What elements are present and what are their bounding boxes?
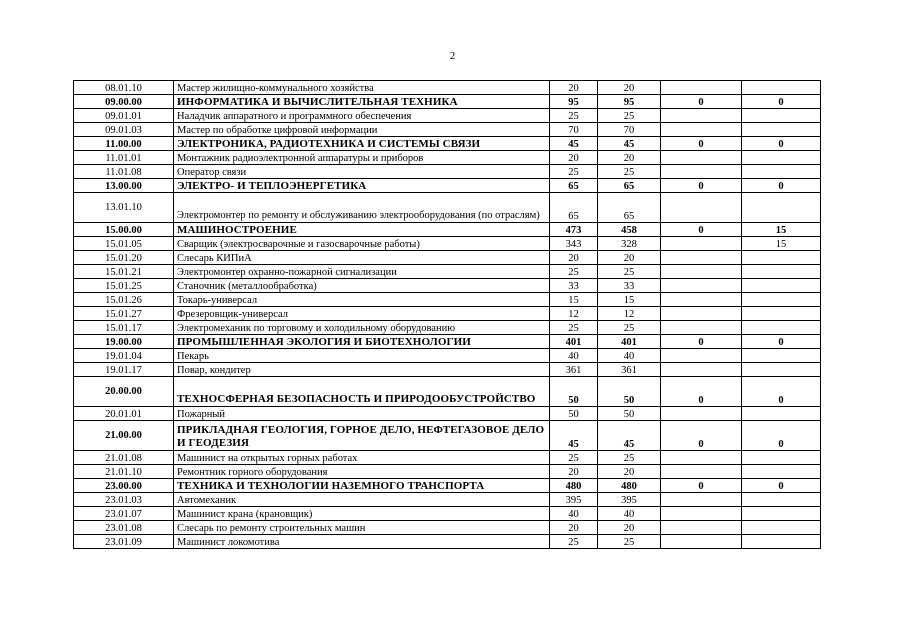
specialty-name-cell: Фрезеровщик-универсал [174, 307, 550, 321]
quantity-col3-cell [661, 493, 742, 507]
specialty-name-cell [174, 193, 550, 223]
quantity-col2-cell: 65 [598, 193, 661, 223]
table-row [74, 151, 821, 165]
specialty-code-cell: 15.01.27 [74, 307, 174, 321]
quantity-col4-cell [742, 251, 821, 265]
specialty-code-cell: 21.01.10 [74, 465, 174, 479]
page-number: 2 [449, 50, 456, 62]
quantity-col2-cell: 401 [598, 335, 661, 349]
specialty-code-cell: 15.01.21 [74, 265, 174, 279]
table-row [74, 251, 821, 265]
quantity-col3-cell [661, 293, 742, 307]
table-row [74, 123, 821, 137]
specialty-name-cell: ЭЛЕКТРО- И ТЕПЛОЭНЕРГЕТИКА [174, 179, 550, 193]
specialty-code-cell: 19.01.04 [74, 349, 174, 363]
quantity-col4-cell [742, 307, 821, 321]
specialty-code-cell: 23.01.03 [74, 493, 174, 507]
specialty-name-cell: Машинист крана (крановщик) [174, 507, 550, 521]
quantity-col3-cell [661, 81, 742, 95]
specialty-code-cell: 11.00.00 [74, 137, 174, 151]
quantity-col3-cell [661, 265, 742, 279]
specialty-code-cell: 15.01.20 [74, 251, 174, 265]
group-row [74, 223, 821, 237]
quantity-col4-cell: 15 [742, 237, 821, 251]
quantity-col2-cell: 458 [598, 223, 661, 237]
quantity-col1-cell: 40 [550, 507, 598, 521]
table-row [74, 109, 821, 123]
quantity-col3-cell: 0 [661, 223, 742, 237]
quantity-col1-cell: 40 [550, 349, 598, 363]
specialty-name-cell [174, 421, 550, 451]
quantity-col3-cell [661, 349, 742, 363]
quantity-col4-cell [742, 349, 821, 363]
quantity-col1-cell: 45 [550, 137, 598, 151]
table-row [74, 237, 821, 251]
specialty-code-cell: 23.00.00 [74, 479, 174, 493]
quantity-col1-cell: 343 [550, 237, 598, 251]
specialty-name-cell: Автомеханик [174, 493, 550, 507]
table-row [74, 465, 821, 479]
specialty-name-cell: ТЕХНИКА И ТЕХНОЛОГИИ НАЗЕМНОГО ТРАНСПОРТА [174, 479, 550, 493]
quantity-col1-cell: 20 [550, 81, 598, 95]
quantity-col4-cell [742, 81, 821, 95]
quantity-col2-cell: 25 [598, 265, 661, 279]
quantity-col4-cell [742, 535, 821, 549]
quantity-col3-cell [661, 123, 742, 137]
quantity-col1-cell: 20 [550, 521, 598, 535]
specialty-name-cell: Машинист на открытых горных работах [174, 451, 550, 465]
quantity-col3-cell: 0 [661, 95, 742, 109]
table-row [74, 493, 821, 507]
quantity-col1-cell: 50 [550, 377, 598, 407]
specialty-name-cell [174, 377, 550, 407]
table-row [74, 521, 821, 535]
quantity-col3-cell: 0 [661, 137, 742, 151]
specialty-name-cell: Наладчик аппаратного и программного обеспечения [174, 109, 550, 123]
quantity-col4-cell [742, 451, 821, 465]
quantity-col2-cell: 25 [598, 535, 661, 549]
specialty-name-cell: Сварщик (электросварочные и газосварочные работы) [174, 237, 550, 251]
quantity-col1-cell: 25 [550, 265, 598, 279]
table-row [74, 293, 821, 307]
quantity-col3-cell [661, 279, 742, 293]
specialty-code-cell: 20.01.01 [74, 407, 174, 421]
quantity-col3-cell: 0 [661, 479, 742, 493]
quantity-col2-cell: 25 [598, 451, 661, 465]
quantity-col2-cell: 20 [598, 521, 661, 535]
specialty-name-cell: Электромеханик по торговому и холодильному оборудованию [174, 321, 550, 335]
specialty-code-cell: 09.01.01 [74, 109, 174, 123]
quantity-col1-cell: 45 [550, 421, 598, 451]
table-row [74, 265, 821, 279]
quantity-col2-cell: 20 [598, 81, 661, 95]
quantity-col1-cell: 65 [550, 179, 598, 193]
quantity-col1-cell: 401 [550, 335, 598, 349]
group-row [74, 421, 821, 451]
quantity-col2-cell: 40 [598, 507, 661, 521]
quantity-col2-cell: 40 [598, 349, 661, 363]
specialties-table [73, 80, 821, 549]
quantity-col1-cell: 70 [550, 123, 598, 137]
specialty-name-cell: Слесарь по ремонту строительных машин [174, 521, 550, 535]
specialty-code-cell: 15.01.26 [74, 293, 174, 307]
quantity-col4-cell [742, 293, 821, 307]
quantity-col1-cell: 20 [550, 251, 598, 265]
quantity-col4-cell [742, 507, 821, 521]
table-row [74, 349, 821, 363]
quantity-col4-cell [742, 521, 821, 535]
specialty-code-cell: 23.01.08 [74, 521, 174, 535]
quantity-col1-cell: 65 [550, 193, 598, 223]
group-row [74, 137, 821, 151]
quantity-col2-cell: 20 [598, 151, 661, 165]
quantity-col4-cell [742, 279, 821, 293]
quantity-col3-cell [661, 237, 742, 251]
quantity-col3-cell [661, 251, 742, 265]
specialty-code-cell: 11.01.08 [74, 165, 174, 179]
quantity-col1-cell: 12 [550, 307, 598, 321]
specialty-code-cell: 13.00.00 [74, 179, 174, 193]
quantity-col2-cell: 20 [598, 465, 661, 479]
quantity-col3-cell [661, 321, 742, 335]
quantity-col4-cell: 0 [742, 137, 821, 151]
specialty-code-cell: 19.00.00 [74, 335, 174, 349]
quantity-col2-cell: 20 [598, 251, 661, 265]
table-row [74, 507, 821, 521]
quantity-col3-cell [661, 535, 742, 549]
quantity-col2-cell: 15 [598, 293, 661, 307]
quantity-col1-cell: 33 [550, 279, 598, 293]
specialty-code-cell: 15.01.17 [74, 321, 174, 335]
quantity-col2-cell: 65 [598, 179, 661, 193]
quantity-col2-cell: 95 [598, 95, 661, 109]
quantity-col4-cell: 0 [742, 479, 821, 493]
quantity-col1-cell: 25 [550, 535, 598, 549]
group-row [74, 335, 821, 349]
table-row [74, 535, 821, 549]
group-row [74, 95, 821, 109]
specialty-name-cell: Мастер по обработке цифровой информации [174, 123, 550, 137]
quantity-col4-cell: 0 [742, 179, 821, 193]
quantity-col4-cell [742, 465, 821, 479]
group-row [74, 479, 821, 493]
specialty-code-cell: 08.01.10 [74, 81, 174, 95]
quantity-col1-cell: 50 [550, 407, 598, 421]
quantity-col4-cell: 0 [742, 95, 821, 109]
quantity-col2-cell: 45 [598, 137, 661, 151]
quantity-col2-cell: 25 [598, 165, 661, 179]
specialty-name-cell: Повар, кондитер [174, 363, 550, 377]
quantity-col1-cell: 25 [550, 321, 598, 335]
quantity-col4-cell [742, 407, 821, 421]
quantity-col3-cell [661, 193, 742, 223]
specialty-name-cell: Машинист локомотива [174, 535, 550, 549]
quantity-col1-cell: 20 [550, 151, 598, 165]
quantity-col3-cell [661, 521, 742, 535]
specialty-name-cell: Монтажник радиоэлектронной аппаратуры и приборов [174, 151, 550, 165]
specialty-code-cell: 19.01.17 [74, 363, 174, 377]
table-body [74, 81, 821, 549]
table-row [74, 307, 821, 321]
table-row [74, 81, 821, 95]
quantity-col3-cell: 0 [661, 421, 742, 451]
specialty-code-cell: 15.00.00 [74, 223, 174, 237]
specialty-name-text: Электромонтер по ремонту и обслуживанию электрооборудования (по отраслям) [177, 210, 540, 221]
specialty-name-cell: Пекарь [174, 349, 550, 363]
specialty-code-cell: 09.00.00 [74, 95, 174, 109]
table-row [74, 321, 821, 335]
quantity-col3-cell [661, 465, 742, 479]
quantity-col2-cell: 50 [598, 407, 661, 421]
quantity-col2-cell: 70 [598, 123, 661, 137]
quantity-col2-cell: 45 [598, 421, 661, 451]
specialty-name-cell: ЭЛЕКТРОНИКА, РАДИОТЕХНИКА И СИСТЕМЫ СВЯЗИ [174, 137, 550, 151]
quantity-col3-cell: 0 [661, 335, 742, 349]
quantity-col3-cell [661, 507, 742, 521]
quantity-col1-cell: 25 [550, 109, 598, 123]
quantity-col3-cell: 0 [661, 377, 742, 407]
specialty-name-cell: Оператор связи [174, 165, 550, 179]
quantity-col3-cell [661, 451, 742, 465]
specialty-code-cell: 09.01.03 [74, 123, 174, 137]
quantity-col3-cell [661, 151, 742, 165]
quantity-col4-cell [742, 165, 821, 179]
quantity-col4-cell [742, 151, 821, 165]
table-row [74, 407, 821, 421]
specialty-code-cell: 21.00.00 [74, 421, 174, 451]
specialty-code-cell: 23.01.09 [74, 535, 174, 549]
quantity-col4-cell [742, 363, 821, 377]
quantity-col4-cell [742, 123, 821, 137]
quantity-col2-cell: 50 [598, 377, 661, 407]
quantity-col2-cell: 12 [598, 307, 661, 321]
quantity-col3-cell [661, 165, 742, 179]
quantity-col4-cell [742, 265, 821, 279]
specialty-name-text: ТЕХНОСФЕРНАЯ БЕЗОПАСНОСТЬ И ПРИРОДООБУСТРОЙСТВО [177, 393, 536, 405]
group-row [74, 377, 821, 407]
specialty-name-cell: ПРОМЫШЛЕННАЯ ЭКОЛОГИЯ И БИОТЕХНОЛОГИИ [174, 335, 550, 349]
quantity-col2-cell: 33 [598, 279, 661, 293]
quantity-col2-cell: 395 [598, 493, 661, 507]
specialty-code-cell: 13.01.10 [74, 193, 174, 223]
quantity-col1-cell: 95 [550, 95, 598, 109]
quantity-col4-cell: 15 [742, 223, 821, 237]
specialty-name-cell: МАШИНОСТРОЕНИЕ [174, 223, 550, 237]
specialty-name-cell: Слесарь КИПиА [174, 251, 550, 265]
quantity-col4-cell: 0 [742, 377, 821, 407]
quantity-col1-cell: 25 [550, 165, 598, 179]
specialty-name-text: ПРИКЛАДНАЯ ГЕОЛОГИЯ, ГОРНОЕ ДЕЛО, НЕФТЕГАЗОВОЕ ДЕЛО И ГЕОДЕЗИЯ [177, 424, 545, 449]
quantity-col3-cell [661, 109, 742, 123]
table-row [74, 279, 821, 293]
quantity-col2-cell: 328 [598, 237, 661, 251]
quantity-col4-cell [742, 493, 821, 507]
quantity-col1-cell: 20 [550, 465, 598, 479]
quantity-col2-cell: 361 [598, 363, 661, 377]
quantity-col2-cell: 25 [598, 109, 661, 123]
specialty-code-cell: 20.00.00 [74, 377, 174, 407]
quantity-col2-cell: 480 [598, 479, 661, 493]
specialty-name-cell: Станочник (металлообработка) [174, 279, 550, 293]
specialty-name-cell: ИНФОРМАТИКА И ВЫЧИСЛИТЕЛЬНАЯ ТЕХНИКА [174, 95, 550, 109]
group-row [74, 179, 821, 193]
specialty-name-cell: Пожарный [174, 407, 550, 421]
specialty-name-cell: Электромонтер охранно-пожарной сигнализации [174, 265, 550, 279]
quantity-col4-cell [742, 321, 821, 335]
quantity-col4-cell: 0 [742, 421, 821, 451]
specialty-code-cell: 11.01.01 [74, 151, 174, 165]
quantity-col3-cell [661, 363, 742, 377]
quantity-col1-cell: 480 [550, 479, 598, 493]
quantity-col4-cell [742, 193, 821, 223]
specialty-name-cell: Ремонтник горного оборудования [174, 465, 550, 479]
quantity-col3-cell [661, 307, 742, 321]
table-row [74, 451, 821, 465]
quantity-col3-cell [661, 407, 742, 421]
quantity-col1-cell: 473 [550, 223, 598, 237]
table-row [74, 193, 821, 223]
specialty-code-cell: 15.01.05 [74, 237, 174, 251]
specialty-name-cell: Мастер жилищно-коммунального хозяйства [174, 81, 550, 95]
quantity-col1-cell: 25 [550, 451, 598, 465]
quantity-col1-cell: 15 [550, 293, 598, 307]
quantity-col4-cell [742, 109, 821, 123]
quantity-col4-cell: 0 [742, 335, 821, 349]
specialty-code-cell: 21.01.08 [74, 451, 174, 465]
specialty-name-cell: Токарь-универсал [174, 293, 550, 307]
table-row [74, 363, 821, 377]
specialty-code-cell: 15.01.25 [74, 279, 174, 293]
table-row [74, 165, 821, 179]
specialty-code-cell: 23.01.07 [74, 507, 174, 521]
quantity-col2-cell: 25 [598, 321, 661, 335]
quantity-col3-cell: 0 [661, 179, 742, 193]
quantity-col1-cell: 395 [550, 493, 598, 507]
quantity-col1-cell: 361 [550, 363, 598, 377]
